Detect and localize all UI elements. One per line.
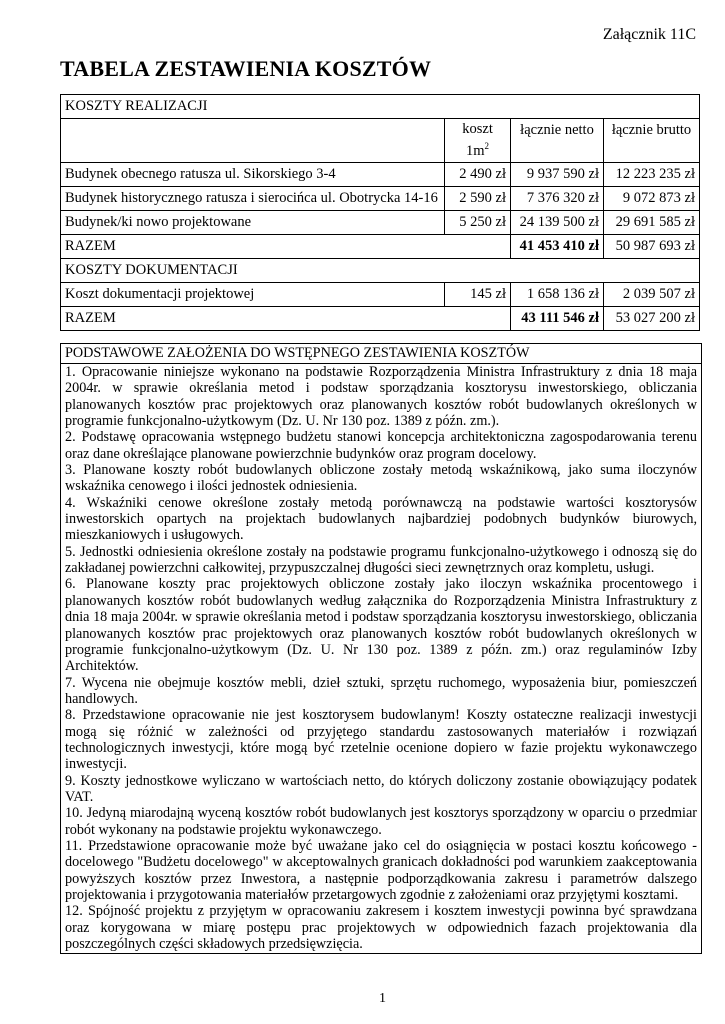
- total-label: RAZEM: [61, 306, 511, 330]
- assumption-item: 1. Opracowanie niniejsze wykonano na podstawie Rozporządzenia Ministra Infrastruktury z dnia 18 maja 2004r. w sprawie określania metod i podstaw sporządzania kosztorysu inwestorskiego, obliczania planowanych kosztów prac projektowych oraz planowanych kosztów robót budowlanych określonych w programie funkcjonalno-użytkowym (Dz. U. Nr 130 poz. 1389 z późn. zm.).: [65, 364, 697, 430]
- page-number: 1: [379, 991, 386, 1006]
- col-cost-per-m2-unit: 1m: [466, 142, 485, 159]
- subtotal-net: 41 453 410 zł: [511, 234, 604, 258]
- assumption-item: 7. Wycena nie obejmuje kosztów mebli, dzieł sztuki, sprzętu ruchomego, wyposażenia biur, pomieszczeń handlowych.: [65, 674, 697, 707]
- section-row-realization: [61, 95, 700, 119]
- subtotal-label: RAZEM: [61, 234, 511, 258]
- table-header-row: [61, 119, 700, 163]
- row-per-m2: 2 590 zł: [445, 186, 511, 210]
- assumption-item: 12. Spójność projektu z przyjętym w opracowaniu zakresem i kosztem inwestycji powinna być sprawdzana oraz korygowana w miarę postępu prac projektowych w odpowiednich fazach projektowania dla poszczególnych części składowych przedsięwzięcia.: [65, 903, 697, 953]
- assumption-item: 8. Przedstawione opracowanie nie jest kosztorysem budowlanym! Koszty ostateczne realizacji inwestycji mogą się różnić w zależności od przyjętego standardu zastosowanych materiałów i rozwiązań technologicznych inwestycji, które mogą być rzetelnie ocenione dopiero w fazie projektu wykonawczego inwestycji.: [65, 707, 697, 773]
- page-title: TABELA ZESTAWIENIA KOSZTÓW: [60, 56, 432, 81]
- row-per-m2: 5 250 zł: [445, 210, 511, 234]
- col-cost-per-m2: [445, 119, 511, 163]
- assumption-item: 2. Podstawę opracowania wstępnego budżetu stanowi koncepcja architektoniczna zagospodarowania terenu oraz dane określające planowane powierzchnie budynków oraz program docelowy.: [65, 429, 697, 462]
- table-row: [61, 162, 700, 186]
- row-net: 9 937 590 zł: [511, 162, 604, 186]
- table-row: [61, 210, 700, 234]
- table-row: [61, 186, 700, 210]
- row-name: Budynek/ki nowo projektowane: [61, 210, 445, 234]
- assumption-item: 11. Przedstawione opracowanie może być uważane jako cel do osiągnięcia w postaci kosztu końcowego - docelowego "Budżetu docelowego" w akceptowalnych granicach dokładności pod warunkiem zaakceptowania powyższych kosztów przez Inwestora, a następnie podporządkowania zakresu i parametrów dalszego projektowania i przygotowania materiałów przetargowych zgodnie z założeniami oraz przyjętymi kosztami.: [65, 837, 697, 903]
- row-net: 7 376 320 zł: [511, 186, 604, 210]
- doc-row-net: 1 658 136 zł: [511, 282, 604, 306]
- doc-row-gross: 2 039 507 zł: [604, 282, 700, 306]
- section-documentation-label: KOSZTY DOKUMENTACJI: [61, 258, 700, 282]
- col-net-total: łącznie netto: [511, 119, 604, 163]
- row-gross: 29 691 585 zł: [604, 210, 700, 234]
- col-cost-per-m2-label: koszt: [462, 121, 493, 137]
- doc-row-per-m2: 145 zł: [445, 282, 511, 306]
- row-gross: 9 072 873 zł: [604, 186, 700, 210]
- table-row: [61, 282, 700, 306]
- assumptions-heading: PODSTAWOWE ZAŁOŻENIA DO WSTĘPNEGO ZESTAWIENIA KOSZTÓW: [61, 344, 701, 364]
- assumptions-body: [61, 364, 701, 953]
- assumption-item: 6. Planowane koszty prac projektowych obliczone zostały jako iloczyn wskaźnika procentowego i planowanych kosztów robót budowlanych według załącznika do Rozporządzenia Ministra Infrastruktury z dnia 18 maja 2004r. w sprawie określania metod i podstaw sporządzania kosztorysu inwestorskiego, obliczania planowanych kosztów prac projektowych oraz planowanych kosztów robót budowlanych określonych w programie funkcjonalno-użytkowym (Dz. U. Nr 130 poz. 1389 z późn. zm.) oraz regulaminów Izby Architektów.: [65, 576, 697, 675]
- assumption-item: 4. Wskaźniki cenowe określone zostały metodą porównawczą na podstawie wartości kosztorysów inwestorskich opartych na projektach budowlanych najbardziej podobnych budynków biurowych, mieszkaniowych i usługowych.: [65, 494, 697, 544]
- section-row-documentation: [61, 258, 700, 282]
- assumption-item: 10. Jedyną miarodajną wyceną kosztów robót budowlanych jest kosztorys sporządzony w oparciu o przedmiar robót wykonany na podstawie projektu wykonawczego.: [65, 805, 697, 838]
- subtotal-row: [61, 234, 700, 258]
- col-cost-per-m2-sup: 2: [484, 141, 490, 151]
- total-gross: 53 027 200 zł: [604, 306, 700, 330]
- row-per-m2: 2 490 zł: [445, 162, 511, 186]
- row-name: Budynek historycznego ratusza i sierocińca ul. Obotrycka 14-16: [61, 186, 445, 210]
- assumption-item: 5. Jednostki odniesienia określone zostały na podstawie programu funkcjonalno-użytkowego i odnoszą się do zakładanej powierzchni całkowitej, przypuszczalnej długości sieci zewnętrznych oraz kompletu, usługi.: [65, 543, 697, 577]
- total-net: 43 111 546 zł: [511, 306, 604, 330]
- doc-row-name: Koszt dokumentacji projektowej: [61, 282, 445, 306]
- annex-label: Załącznik 11C: [602, 26, 696, 43]
- assumptions-box: [60, 343, 702, 954]
- subtotal-gross: 50 987 693 zł: [604, 234, 700, 258]
- section-realization-label: KOSZTY REALIZACJI: [61, 95, 700, 119]
- row-name: Budynek obecnego ratusza ul. Sikorskiego 3-4: [61, 162, 445, 186]
- assumption-item: 9. Koszty jednostkowe wyliczano w wartościach netto, do których doliczony zostanie obowiązujący podatek VAT.: [65, 772, 697, 805]
- cost-table: [60, 94, 700, 331]
- empty-header-cell: [61, 119, 445, 163]
- row-net: 24 139 500 zł: [511, 210, 604, 234]
- col-gross-total: łącznie brutto: [604, 119, 700, 163]
- assumption-item: 3. Planowane koszty robót budowlanych obliczone zostały metodą wskaźnikową, jako suma iloczynów wskaźnika cenowego i ilości jednostek odniesienia.: [65, 462, 697, 495]
- total-row: [61, 306, 700, 330]
- row-gross: 12 223 235 zł: [604, 162, 700, 186]
